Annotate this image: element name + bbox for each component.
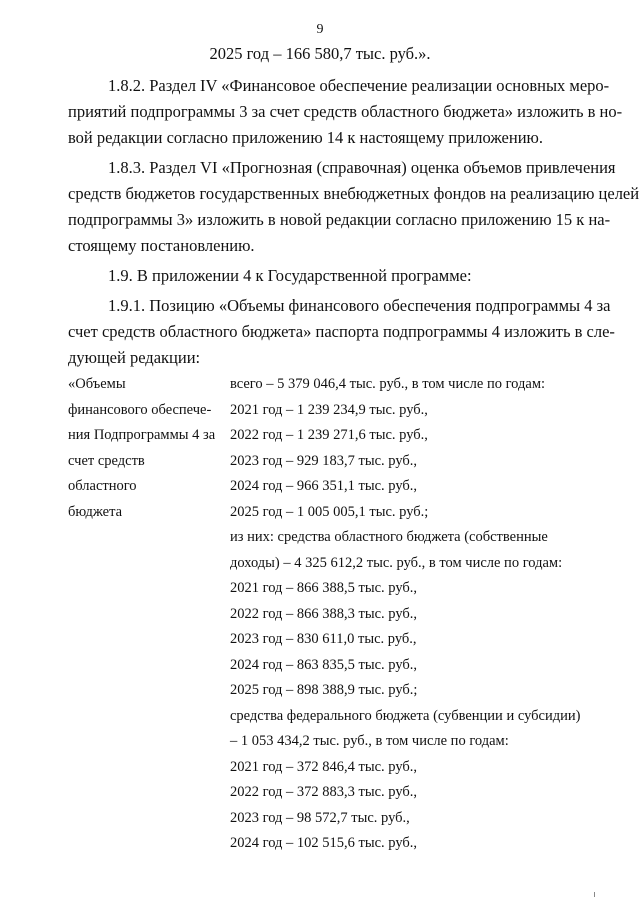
table-right-line: 2023 год – 98 572,7 тыс. руб., xyxy=(230,809,410,826)
table-left-line: счет средств xyxy=(68,452,145,469)
table-right-line: всего – 5 379 046,4 тыс. руб., в том числе по годам: xyxy=(230,376,546,392)
table-right-line: 2022 год – 372 883,3 тыс. руб., xyxy=(230,784,418,800)
table-right-line: доходы) – 4 325 612,2 тыс. руб., в том числе по годам: xyxy=(230,554,563,571)
table-left-line: бюджета xyxy=(68,503,123,520)
table-right-column xyxy=(230,374,630,859)
table-right-line: 2022 год – 866 388,3 тыс. руб., xyxy=(230,605,418,622)
table-right-line: 2024 год – 966 351,1 тыс. руб., xyxy=(230,478,418,494)
table-right-line: 2025 год – 898 388,9 тыс. руб.; xyxy=(230,682,418,698)
table-right-line: 2024 год – 102 515,6 тыс. руб., xyxy=(230,835,418,851)
table-right-line: из них: средства областного бюджета (собственные xyxy=(230,529,548,545)
table-right-line: 2023 год – 929 183,7 тыс. руб., xyxy=(230,452,418,469)
table-left-line: областного xyxy=(68,478,137,494)
table-right-line: – 1 053 434,2 тыс. руб., в том числе по годам: xyxy=(230,733,509,749)
table-right-line: 2023 год – 830 611,0 тыс. руб., xyxy=(230,631,417,647)
table-right-line: 2025 год – 1 005 005,1 тыс. руб.; xyxy=(230,503,429,520)
para-191-line-1: 1.9.1. Позицию «Объемы финансового обеспечения подпрограммы 4 за xyxy=(108,296,611,315)
table-right-line: 2024 год – 863 835,5 тыс. руб., xyxy=(230,656,418,673)
para-191-line-2: счет средств областного бюджета» паспорта подпрограммы 4 изложить в сле- xyxy=(68,322,615,341)
para-19: 1.9. В приложении 4 к Государственной программе: xyxy=(108,266,472,285)
para-183-line-3: подпрограммы 3» изложить в новой редакции согласно приложению 15 к на- xyxy=(68,210,611,229)
table-right-line: 2021 год – 372 846,4 тыс. руб., xyxy=(230,758,418,775)
table-right-line: 2021 год – 866 388,5 тыс. руб., xyxy=(230,580,418,596)
table-right-line: 2021 год – 1 239 234,9 тыс. руб., xyxy=(230,401,428,418)
table-right-line: 2022 год – 1 239 271,6 тыс. руб., xyxy=(230,427,428,443)
table-left-column xyxy=(68,374,218,527)
table-left-line: ния Подпрограммы 4 за xyxy=(68,427,216,443)
table-left-line: «Объемы xyxy=(68,376,126,392)
para-183-line-1: 1.8.3. Раздел VI «Прогнозная (справочная) оценка объемов привлечения xyxy=(108,158,616,177)
table-left-line: финансового обеспече- xyxy=(68,401,212,418)
page-number: 9 xyxy=(316,22,324,37)
scan-mark xyxy=(594,892,595,897)
para-191-line-3: дующей редакции: xyxy=(68,348,201,367)
para-182-line-3: вой редакции согласно приложению 14 к настоящему приложению. xyxy=(68,128,543,147)
para-183-line-2: средств бюджетов государственных внебюджетных фондов на реализацию целей xyxy=(68,184,640,203)
para-182-line-1: 1.8.2. Раздел IV «Финансовое обеспечение реализации основных меро- xyxy=(108,76,610,95)
para-182-line-2: приятий подпрограммы 3 за счет средств областного бюджета» изложить в но- xyxy=(68,102,623,121)
para-183-line-4: стоящему постановлению. xyxy=(68,236,255,255)
top-line: 2025 год – 166 580,7 тыс. руб.». xyxy=(209,44,431,63)
table-right-line: средства федерального бюджета (субвенции и субсидии) xyxy=(230,707,581,724)
